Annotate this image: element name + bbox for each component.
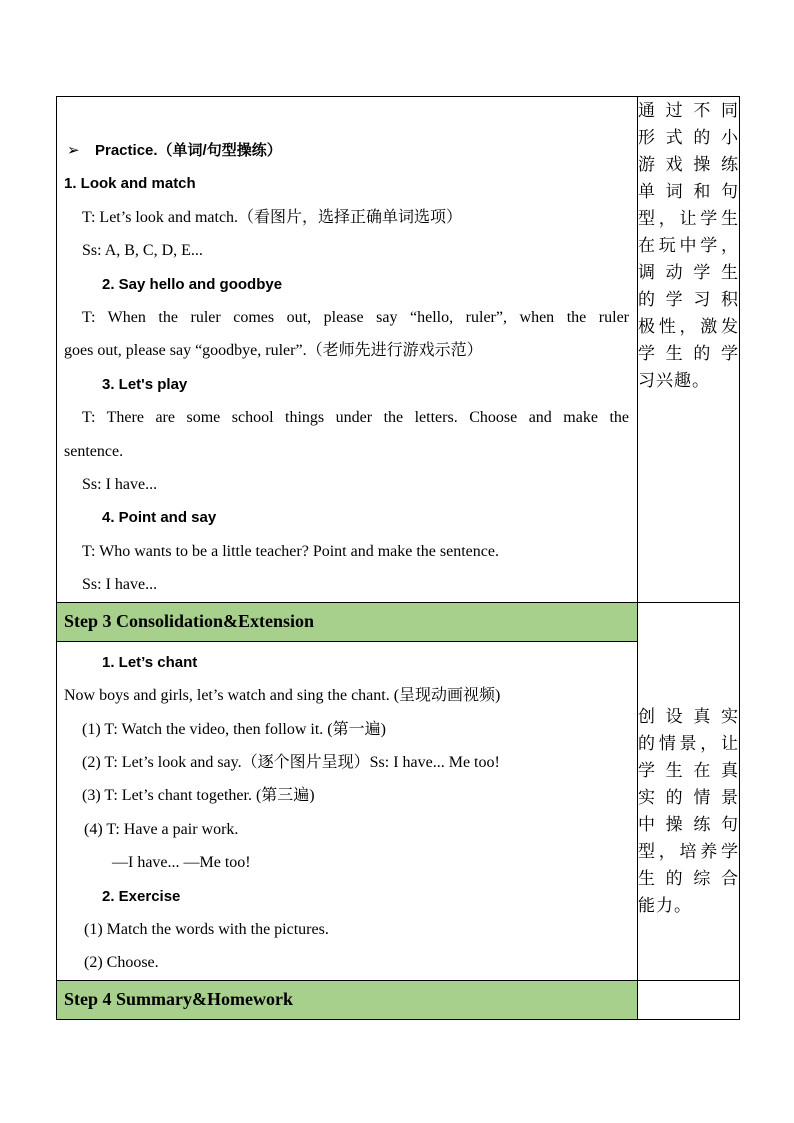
note-line: 创设真实 bbox=[638, 707, 739, 727]
practice-note-cell bbox=[638, 97, 740, 603]
step4-note-cell bbox=[638, 980, 740, 1019]
item3-student-line: Ss: I have... bbox=[82, 476, 158, 494]
lesson-plan-table bbox=[56, 96, 740, 1020]
practice-row bbox=[57, 97, 740, 603]
note-line: 游戏操练 bbox=[638, 155, 739, 174]
step3-content-cell bbox=[57, 641, 638, 980]
item3-teacher-line2: sentence. bbox=[64, 442, 124, 460]
note-line: 型，让学生 bbox=[638, 209, 739, 228]
note-line: 的情景，让 bbox=[638, 734, 739, 754]
note-line: 在玩中学， bbox=[638, 236, 739, 255]
note-line: 实的情景 bbox=[638, 788, 739, 808]
chant-step-4: (4) T: Have a pair work. bbox=[84, 820, 239, 838]
item1-title: 1. Look and match bbox=[64, 175, 196, 193]
item4-title: 4. Point and say bbox=[102, 509, 217, 527]
item3-title: 3. Let's play bbox=[102, 375, 188, 393]
chant-dialogue: —I have... —Me too! bbox=[112, 854, 251, 872]
chant-step-3: (3) T: Let’s chant together. (第三遍) bbox=[82, 787, 315, 805]
step4-title: Step 4 Summary&Homework bbox=[57, 980, 638, 1019]
exercise-step-1: (1) Match the words with the pictures. bbox=[84, 920, 329, 938]
note-line: 通过不同 bbox=[638, 101, 739, 120]
note-line: 习兴趣。 bbox=[638, 371, 710, 390]
step3-note-cell bbox=[638, 602, 740, 980]
chant-title: 1. Let’s chant bbox=[102, 653, 198, 671]
note-line: 型，培养学 bbox=[638, 842, 739, 862]
step3-title: Step 3 Consolidation&Extension bbox=[57, 602, 638, 641]
note-line: 能力。 bbox=[638, 896, 692, 916]
item2-title: 2. Say hello and goodbye bbox=[102, 275, 283, 293]
note-line: 学生的学 bbox=[638, 344, 739, 363]
exercise-step-2: (2) Choose. bbox=[84, 954, 159, 972]
chant-step-2: (2) T: Let’s look and say.（逐个图片呈现）Ss: I have... Me too! bbox=[82, 753, 500, 771]
note-line: 生的综合 bbox=[638, 869, 739, 889]
note-line: 中操练句 bbox=[638, 815, 739, 835]
item1-teacher-line: T: Let’s look and match.（看图片，选择正确单词选项） bbox=[82, 208, 463, 226]
note-line: 调动学生 bbox=[638, 263, 739, 282]
practice-heading-text: Practice.（单词/句型操练） bbox=[95, 142, 282, 159]
step3-header-row bbox=[57, 602, 740, 641]
note-line: 形式的小 bbox=[638, 128, 739, 147]
item2-teacher-line2: goes out, please say “goodbye, ruler”.（老师先进行游戏示范） bbox=[64, 342, 483, 360]
note-line: 学生在真 bbox=[638, 761, 739, 781]
item4-student-line: Ss: I have... bbox=[82, 576, 158, 594]
chant-intro: Now boys and girls, let’s watch and sing the chant. (呈现动画视频) bbox=[64, 687, 501, 705]
item1-student-line: Ss: A, B, C, D, E... bbox=[82, 242, 203, 260]
practice-heading bbox=[64, 134, 629, 167]
chant-step-1: (1) T: Watch the video, then follow it. (第一遍) bbox=[82, 720, 386, 738]
step4-header-row bbox=[57, 980, 740, 1019]
note-line: 的学习积 bbox=[638, 290, 739, 309]
practice-content-cell bbox=[57, 97, 638, 603]
exercise-title: 2. Exercise bbox=[102, 887, 181, 905]
note-line: 极性，激发 bbox=[638, 317, 739, 336]
arrow-bullet-icon: ➢ bbox=[67, 142, 80, 159]
practice-note bbox=[638, 97, 739, 394]
note-line: 单词和句 bbox=[638, 182, 739, 201]
item3-teacher-line1: T: There are some school things under the letters. Choose and make the bbox=[82, 409, 629, 427]
step3-note bbox=[638, 663, 739, 919]
item4-teacher-line: T: Who wants to be a little teacher? Point and make the sentence. bbox=[82, 542, 499, 560]
item2-teacher-line1: T: When the ruler comes out, please say “hello, ruler”, when the ruler bbox=[82, 309, 629, 327]
